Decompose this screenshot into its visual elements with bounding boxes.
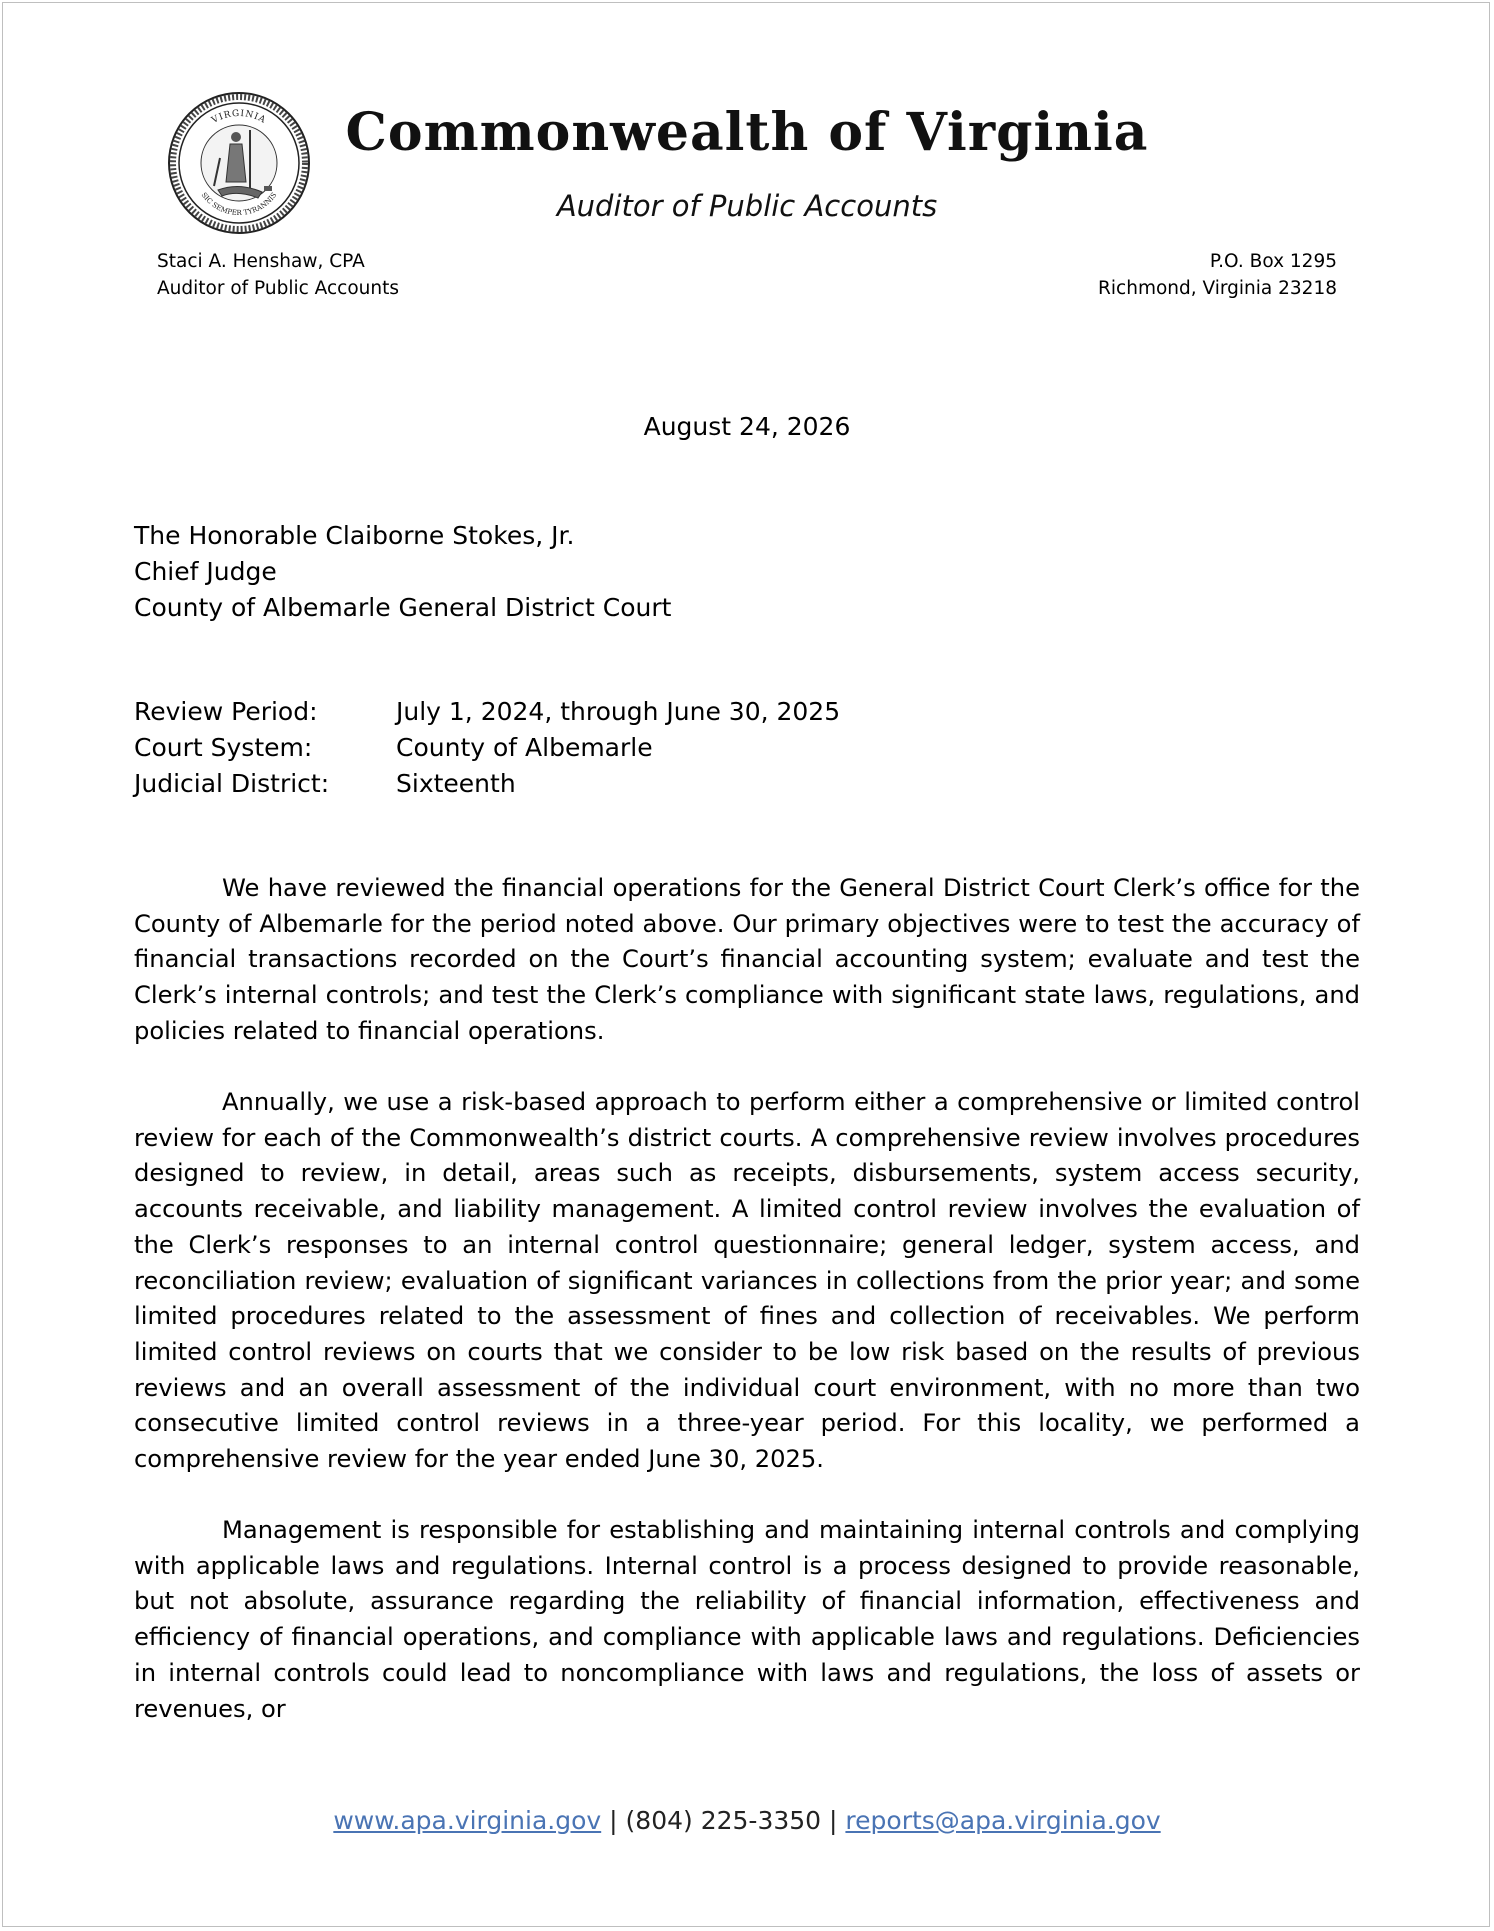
review-value: Sixteenth [396,769,516,798]
address-line-2: Richmond, Virginia 23218 [1098,278,1337,299]
addressee-name: The Honorable Claiborne Stokes, Jr. [134,521,575,550]
review-value: County of Albemarle [396,733,653,762]
review-value: July 1, 2024, through June 30, 2025 [396,697,841,726]
review-info-table [134,694,840,802]
sender-name: Staci A. Henshaw, CPA [157,251,365,272]
addressee-block [134,518,671,626]
addressee-court: County of Albemarle General District Court [134,593,672,622]
letterhead-subtitle: Auditor of Public Accounts [556,189,938,223]
virginia-seal-logo [166,90,312,236]
review-label: Review Period: [134,697,318,726]
letter-date: August 24, 2026 [643,412,851,441]
footer-separator: | [609,1806,618,1835]
sender-block [157,248,399,302]
website-link[interactable]: www.apa.virginia.gov [333,1806,602,1835]
review-info-row [134,730,840,766]
addressee-title: Chief Judge [134,557,277,586]
paragraph-text: We have reviewed the financial operations for the General District Court Clerk’s office for the County of Albemarle for the period noted above. Our primary objectives were to test the accuracy of financial transactions recorded on the Court’s financial accounting system; evaluate and test the Clerk’s internal controls; and test the Clerk’s compliance with significant state laws, regulations, and policies related to financial operations. [134,874,1360,1045]
body-paragraph-1 [134,871,1360,1050]
sender-title: Auditor of Public Accounts [157,278,399,299]
review-info-row [134,694,840,730]
footer-contact [0,1806,1494,1835]
svg-text:SIC SEMPER TYRANNIS: SIC SEMPER TYRANNIS [199,191,279,218]
letterhead-title: Commonwealth of Virginia [345,102,1149,163]
paragraph-text: Annually, we use a risk-based approach to perform either a comprehensive or limited control review for each of the Commonwealth’s district courts. A comprehensive review involves procedures designed to review, in detail, areas such as receipts, disbursements, system access security, accounts receivable, and liability management. A limited control review involves the evaluation of the Clerk’s responses to an internal control questionnaire; general ledger, system access, and reconciliation review; evaluation of significant variances in collections from the prior year; and some limited procedures related to the assessment of fines and collection of receivables. We perform limited control reviews on courts that we consider to be low risk based on the results of previous reviews and an overall assessment of the individual court environment, with no more than two consecutive limited control reviews in a three-year period. For this locality, we performed a comprehensive review for the year ended June 30, 2025. [134,1088,1360,1474]
sender-address [1098,248,1337,302]
email-link[interactable]: reports@apa.virginia.gov [845,1806,1161,1835]
body-paragraph-2 [134,1085,1360,1478]
paragraph-text: Management is responsible for establishing and maintaining internal controls and complying with applicable laws and regulations. Internal control is a process designed to provide reasonable, but not absolute, assurance regarding the reliability of financial information, effectiveness and efficiency of financial operations, and compliance with applicable laws and regulations. Deficiencies in internal controls could lead to noncompliance with laws and regulations, the loss of assets or revenues, or [134,1516,1360,1723]
review-label: Judicial District: [134,769,330,798]
phone-number: (804) 225-3350 [625,1806,822,1835]
svg-text:VIRGINIA: VIRGINIA [210,108,268,126]
footer-separator: | [829,1806,838,1835]
body-paragraph-3 [134,1513,1360,1727]
review-label: Court System: [134,733,313,762]
review-info-row [134,766,840,802]
address-line-1: P.O. Box 1295 [1209,251,1337,272]
